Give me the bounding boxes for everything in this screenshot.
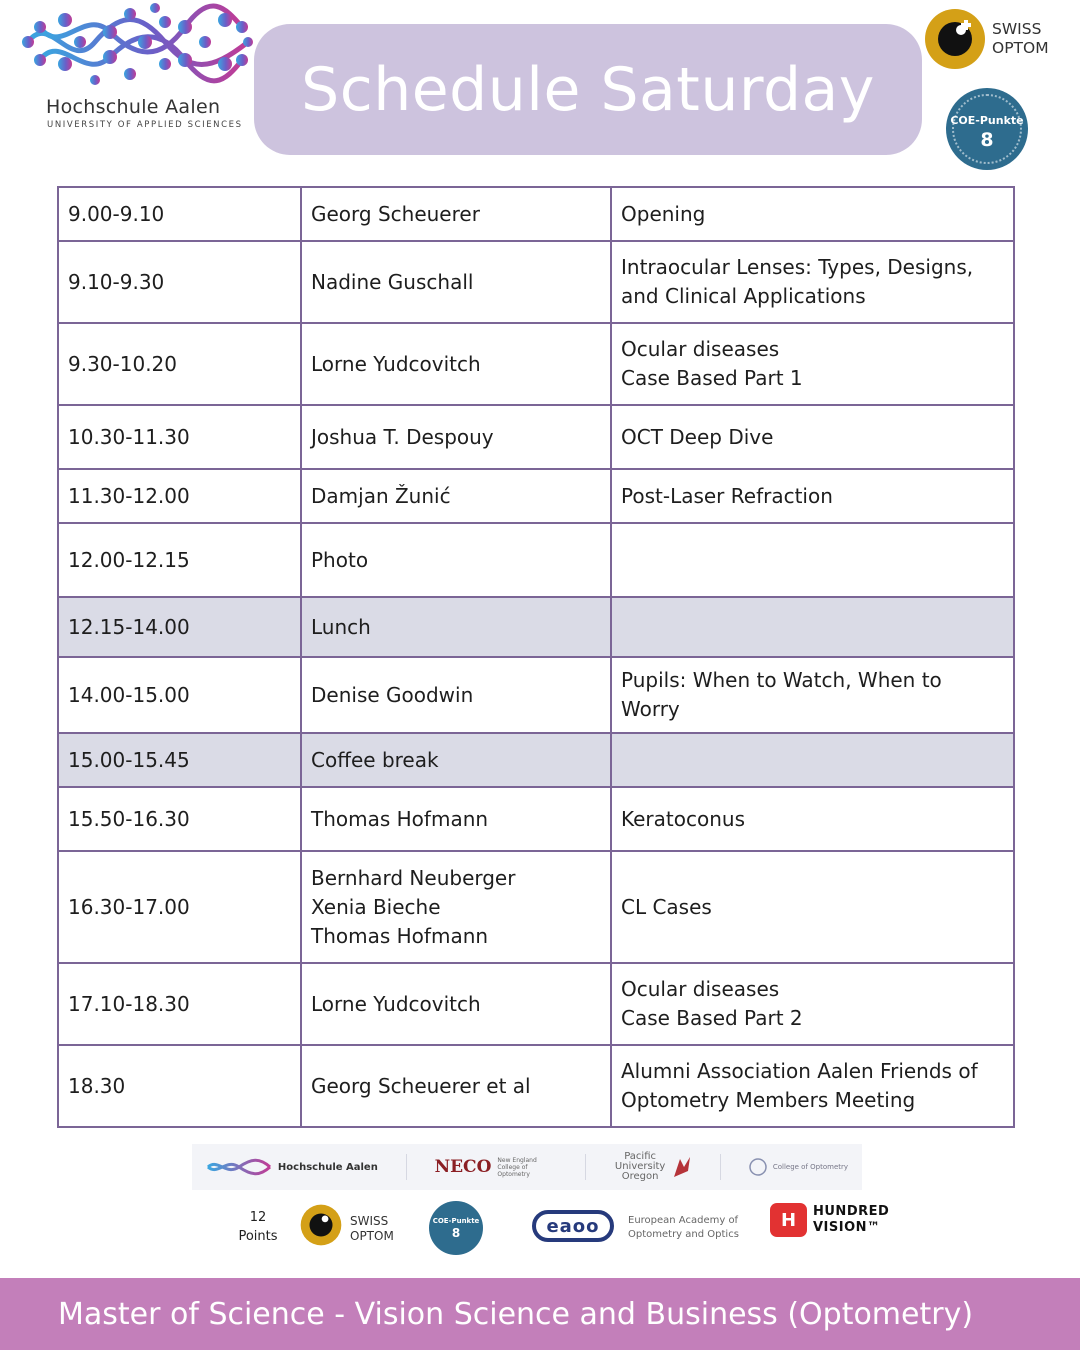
eaoo-line2: Optometry and Optics (628, 1229, 739, 1240)
hochschule-aalen-logo (20, 2, 260, 132)
college-logo-text: College of Optometry (772, 1163, 849, 1171)
schedule-time-cell: 18.30 (58, 1045, 301, 1127)
sponsor-strip (192, 1144, 862, 1190)
schedule-speaker-cell: Lorne Yudcovitch (301, 963, 611, 1045)
schedule-time-cell: 12.15-14.00 (58, 597, 301, 657)
sponsor-hochschule-name: Hochschule Aalen (277, 1161, 378, 1173)
schedule-speaker-cell: Denise Goodwin (301, 657, 611, 733)
schedule-body (58, 187, 1014, 1127)
schedule-time-cell: 16.30-17.00 (58, 851, 301, 963)
sponsor-pacific (614, 1152, 692, 1182)
schedule-speaker-cell: Damjan Žunić (301, 469, 611, 523)
schedule-row (58, 851, 1014, 963)
schedule-speaker-cell: Coffee break (301, 733, 611, 787)
footer-bar (0, 1278, 1080, 1350)
hundred-vision-name (813, 1204, 889, 1264)
schedule-time-cell: 11.30-12.00 (58, 469, 301, 523)
coe-badge-small (429, 1201, 483, 1255)
eaoo-line1: European Academy of (628, 1215, 739, 1226)
schedule-row (58, 1045, 1014, 1127)
schedule-time-cell: 9.30-10.20 (58, 323, 301, 405)
schedule-time-cell: 9.10-9.30 (58, 241, 301, 323)
pacific-logo: Pacific University Oregon (614, 1151, 666, 1182)
schedule-time-cell: 9.00-9.10 (58, 187, 301, 241)
hundred-vision-icon: H (770, 1203, 807, 1237)
schedule-topic-cell: Intraocular Lenses: Types, Designs, and Clinical Applications (611, 241, 1014, 323)
eaoo-logo (532, 1210, 614, 1242)
swiss-optom-logo (924, 8, 1074, 70)
schedule-time-cell: 10.30-11.30 (58, 405, 301, 469)
schedule-row (58, 657, 1014, 733)
schedule-row (58, 597, 1014, 657)
schedule-topic-cell: Keratoconus (611, 787, 1014, 851)
schedule-row (58, 241, 1014, 323)
schedule-row (58, 405, 1014, 469)
molecule-logo-icon (20, 2, 255, 94)
schedule-table (57, 186, 1015, 1128)
swiss-line2: OPTOM (350, 1229, 394, 1243)
schedule-time-cell: 15.00-15.45 (58, 733, 301, 787)
schedule-speaker-cell: Photo (301, 523, 611, 597)
schedule-speaker-cell: Bernhard Neuberger Xenia Bieche Thomas Hofmann (301, 851, 611, 963)
eaoo-name (628, 1214, 739, 1274)
dragon-icon (672, 1155, 692, 1179)
schedule-topic-cell: Pupils: When to Watch, When to Worry (611, 657, 1014, 733)
schedule-time-cell: 14.00-15.00 (58, 657, 301, 733)
eye-logo-icon (300, 1204, 342, 1246)
schedule-topic-cell (611, 597, 1014, 657)
coe-small-value: 8 (451, 1226, 461, 1240)
swiss-line1: SWISS (350, 1214, 389, 1228)
sponsor-hochschule (206, 1156, 378, 1178)
schedule-row (58, 187, 1014, 241)
seal-icon (749, 1158, 767, 1176)
sponsor-divider (406, 1154, 407, 1180)
schedule-speaker-cell: Thomas Hofmann (301, 787, 611, 851)
hv-line2: VISION™ (813, 1220, 881, 1235)
points-label: Points (238, 1229, 278, 1244)
schedule-topic-cell: Post-Laser Refraction (611, 469, 1014, 523)
schedule-speaker-cell: Georg Scheuerer et al (301, 1045, 611, 1127)
schedule-speaker-cell: Nadine Guschall (301, 241, 611, 323)
sponsor-college (749, 1158, 848, 1176)
sponsor-neco (435, 1157, 558, 1178)
swiss-optom-logo-small (300, 1198, 410, 1258)
schedule-time-cell: 12.00-12.15 (58, 523, 301, 597)
coe-small-label: COE-Punkte (432, 1217, 480, 1225)
swiss-optom-line1: SWISS (992, 20, 1042, 38)
points-value: 12 (249, 1210, 267, 1225)
schedule-speaker-cell: Joshua T. Despouy (301, 405, 611, 469)
hv-line1: HUNDRED (813, 1204, 890, 1219)
title-banner (254, 24, 922, 155)
points-badge (228, 1208, 288, 1268)
schedule-time-cell: 15.50-16.30 (58, 787, 301, 851)
footer-text: Master of Science - Vision Science and Business (Optometry) (58, 1296, 974, 1332)
schedule-row (58, 323, 1014, 405)
schedule-row (58, 963, 1014, 1045)
schedule-topic-cell: Ocular diseases Case Based Part 1 (611, 323, 1014, 405)
schedule-topic-cell: OCT Deep Dive (611, 405, 1014, 469)
schedule-row (58, 523, 1014, 597)
neco-logo: NECO (434, 1157, 492, 1177)
schedule-topic-cell (611, 733, 1014, 787)
schedule-topic-cell: Opening (611, 187, 1014, 241)
schedule-speaker-cell: Lorne Yudcovitch (301, 323, 611, 405)
schedule-topic-cell (611, 523, 1014, 597)
coe-label: COE-Punkte (950, 114, 1024, 127)
schedule-speaker-cell: Lunch (301, 597, 611, 657)
page-title: Schedule Saturday (301, 54, 875, 125)
schedule-row (58, 733, 1014, 787)
eaoo-logo-text: eaoo (546, 1215, 600, 1237)
coe-badge (946, 88, 1028, 170)
schedule-row (58, 787, 1014, 851)
sponsor-divider (720, 1154, 721, 1180)
university-name: Hochschule Aalen (46, 96, 221, 118)
swiss-optom-line2: OPTOM (992, 39, 1049, 57)
schedule-speaker-cell: Georg Scheuerer (301, 187, 611, 241)
schedule-row (58, 469, 1014, 523)
neco-subtitle: New England College of Optometry (497, 1156, 537, 1178)
university-subtitle: UNIVERSITY OF APPLIED SCIENCES (47, 120, 243, 130)
mini-molecule-icon (206, 1156, 272, 1178)
coe-value: 8 (980, 129, 994, 151)
schedule-time-cell: 17.10-18.30 (58, 963, 301, 1045)
schedule-topic-cell: Ocular diseases Case Based Part 2 (611, 963, 1014, 1045)
schedule-topic-cell: Alumni Association Aalen Friends of Optometry Members Meeting (611, 1045, 1014, 1127)
eye-logo-icon (924, 8, 986, 70)
schedule-topic-cell: CL Cases (611, 851, 1014, 963)
sponsor-divider (585, 1154, 586, 1180)
